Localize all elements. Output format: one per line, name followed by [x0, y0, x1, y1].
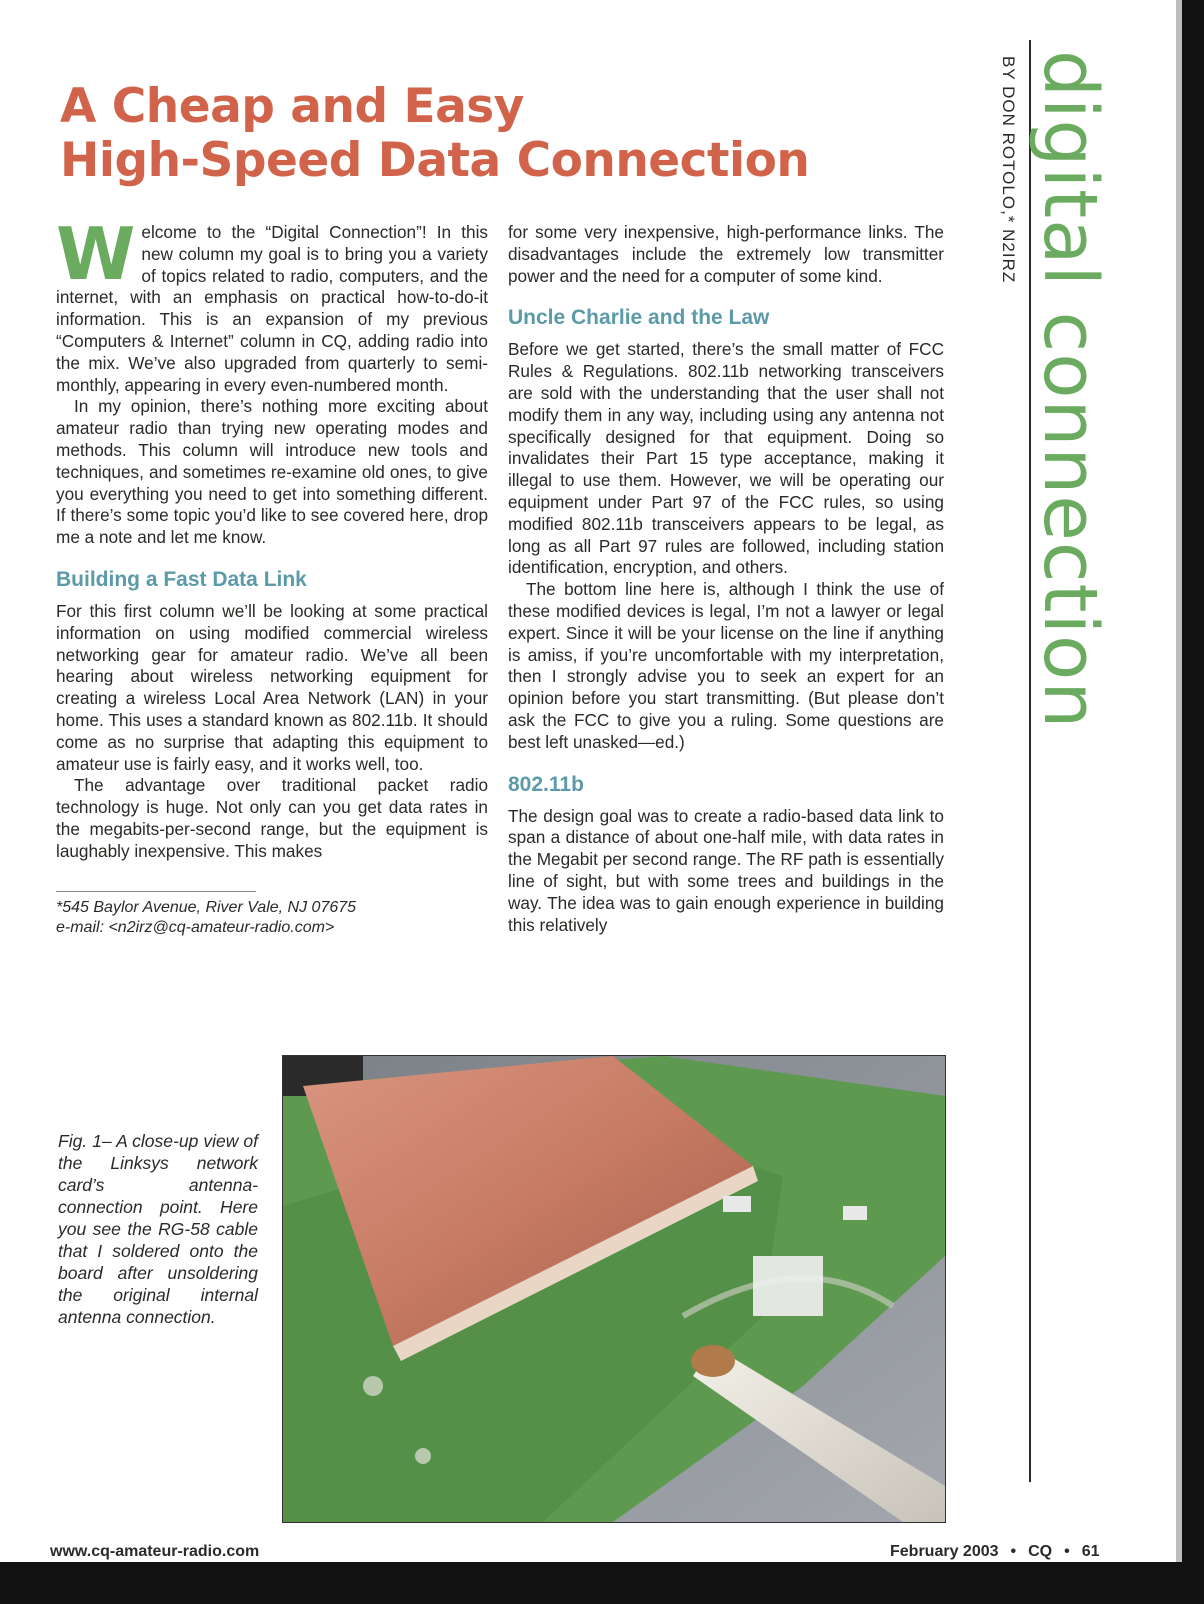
- section-heading-80211b: 802.11b: [508, 772, 584, 796]
- author-footnote: [56, 898, 488, 938]
- section-heading-building: Building a Fast Data Link: [56, 567, 307, 591]
- article-title-line-1: A Cheap and Easy: [60, 79, 524, 134]
- paragraph-first-column: For this first column we’ll be looking at some practical information on using modified commercial wireless networking gear for amateur radio. We’ve all been hearing about wireless networking equipment for creating a wireless Local Area Network (LAN) in your home. This uses a standard known as 802.11b. It should come as no surprise that adapting this equipment to amateur use is fairly easy, and it works well, too.: [56, 600, 488, 774]
- section-heading-uncle-charlie: Uncle Charlie and the Law: [508, 306, 770, 330]
- scan-border-bottom: [0, 1562, 1204, 1604]
- footer-page-number: 61: [1081, 1543, 1100, 1560]
- byline: BY DON ROTOLO,* N2IRZ: [999, 56, 1018, 284]
- column-name-text: digital connection: [1027, 50, 1113, 730]
- figure-photo: [282, 1055, 946, 1523]
- footnote-address: *545 Baylor Avenue, River Vale, NJ 07675: [56, 898, 357, 916]
- paragraph-design-goal: The design goal was to create a radio-based data link to span a distance of about one-half mile, with data rates in the Megabit per second range. The RF path is essentially line of sight, but with some trees and buildings in the way. The idea was to gain enough experience in building this relatively: [508, 805, 944, 935]
- intro-text: elcome to the “Digital Connection”! In this new column my goal is to bring you a variety of topics related to radio, computers, and the internet, with an emphasis on practical how-to-do-it information. This is an expansion of my previous “Computers & Internet” column in CQ, adding radio into the mix. We’ve also upgraded from quarterly to semi-monthly, appearing in every even-numbered month.: [56, 222, 488, 395]
- network-card-photo: [283, 1056, 945, 1522]
- column-right: [508, 222, 944, 936]
- paragraph-advantage: The advantage over traditional packet radio technology is huge. Not only can you get data rates in the megabits-per-second range, but the equipment is laughably inexpensive. This makes: [56, 775, 488, 861]
- article-title-line-2: High-Speed Data Connection: [60, 133, 810, 188]
- figure-caption: Fig. 1– A close-up view of the Linksys network card’s antenna-connection point. Here you see the RG-58 cable that I soldered onto the board after unsoldering the original internal antenna connection.: [58, 1131, 258, 1327]
- paragraph-continued: for some very inexpensive, high-performance links. The disadvantages include the extremely low transmitter power and the need for a computer of some kind.: [508, 222, 944, 286]
- article-title: [60, 80, 880, 188]
- paragraph-opinion: In my opinion, there’s nothing more exciting about amateur radio than trying new operating modes and methods. This column will introduce new tools and techniques, and sometimes re-examine old ones, to give you everything you need to get into something different. If there’s some topic you’d like to see covered here, drop me a note and let me know.: [56, 396, 488, 548]
- column-left: [56, 212, 488, 938]
- paragraph-bottom-line: The bottom line here is, although I think the use of these modified devices is legal, I’m not a lawyer or legal expert. Since it will be your license on the line if anything is amiss, if you’re uncomfortable with my interpretation, then I strongly advise you to seek an expert for an opinion before you start transmitting. (But please don’t ask the FCC to give you a ruling. Some questions are best left unasked—ed.): [508, 579, 944, 752]
- footer-bullet: •: [1064, 1543, 1070, 1560]
- column-name-banner: [1027, 50, 1113, 730]
- footnote-divider: [56, 891, 256, 892]
- footer-magazine: CQ: [1028, 1543, 1053, 1560]
- footnote-email: e-mail: <n2irz@cq-amateur-radio.com>: [56, 918, 335, 936]
- scan-border-right: [1182, 0, 1204, 1604]
- footer-issue-info: [890, 1543, 1100, 1561]
- footer-website: www.cq-amateur-radio.com: [50, 1543, 260, 1560]
- drop-cap: W: [56, 212, 136, 296]
- footer-bullet: •: [1010, 1543, 1017, 1560]
- paragraph-fcc-rules: Before we get started, there’s the small matter of FCC Rules & Regulations. 802.11b networking transceivers are sold with the understanding that the user shall not modify them in any way, including using any antenna not specifically designed for that equipment. Doing so invalidates their Part 15 type acceptance, making it illegal to use them. However, we will be operating our equipment under Part 97 of the FCC rules, so using modified 802.11b transceivers appears to be legal, as long as all Part 97 rules are followed, including station identification, encryption, and others.: [508, 339, 944, 578]
- footer-date: February 2003: [890, 1543, 999, 1560]
- intro-paragraph: [56, 212, 488, 396]
